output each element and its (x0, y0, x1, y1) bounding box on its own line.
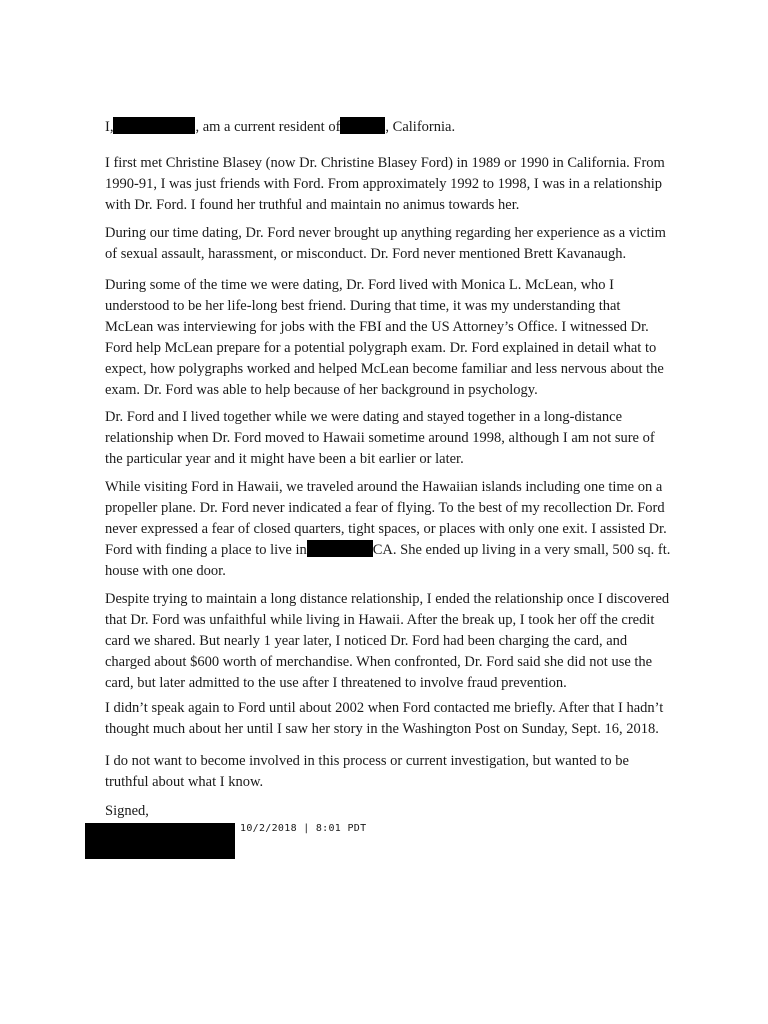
paragraph-line: I didn’t speak again to Ford until about 2002 when Ford contacted me briefly. After that I hadn’t (105, 700, 664, 716)
paragraph-line: thought much about her until I saw her story in the Washington Post on Sunday, Sept. 16, 2018. (105, 721, 659, 737)
paragraph-line: During some of the time we were dating, Dr. Ford lived with Monica L. McLean, who I (105, 277, 614, 293)
paragraph-line: exam. Dr. Ford was able to help because of her background in psychology. (105, 382, 538, 398)
redacted-signature (85, 823, 235, 859)
redacted-city (340, 117, 385, 134)
redacted-name (113, 117, 195, 134)
paragraph-line: charged about $600 worth of merchandise. When confronted, Dr. Ford said she did not use the (105, 654, 653, 670)
paragraph-line: I first met Christine Blasey (now Dr. Christine Blasey Ford) in 1989 or 1990 in California. From (105, 155, 665, 171)
paragraph-line: propeller plane. Dr. Ford never indicated a fear of flying. To the best of my recollection Dr. Ford (105, 500, 665, 516)
signature-timestamp: 10/2/2018 | 8:01 PDT (240, 823, 367, 834)
paragraph-line: Despite trying to maintain a long distance relationship, I ended the relationship once I discovered (105, 591, 670, 607)
paragraph-line: 1990-91, I was just friends with Ford. From approximately 1992 to 1998, I was in a relationship (105, 176, 662, 192)
paragraph-line: I do not want to become involved in this process or current investigation, but wanted to be (105, 753, 629, 769)
paragraph-line: the particular year and it might have been a bit earlier or later. (105, 451, 464, 467)
paragraph-line: While visiting Ford in Hawaii, we traveled around the Hawaiian islands including one time on a (105, 479, 663, 495)
paragraph-line (105, 540, 675, 561)
intro-text-3: , California. (385, 119, 456, 135)
paragraph-line: card, but later admitted to the use after I threatened to involve fraud prevention. (105, 675, 567, 691)
paragraph-line: During our time dating, Dr. Ford never brought up anything regarding her experience as a victim (105, 225, 666, 241)
paragraph-first-met (105, 153, 675, 216)
intro-line (105, 117, 675, 138)
paragraph-2002 (105, 698, 675, 740)
paragraph-line: card we shared. But nearly 1 year later, I noticed Dr. Ford had been charging the card, and (105, 633, 628, 649)
paragraph-not-involved (105, 751, 675, 793)
intro-text-2: , am a current resident of (195, 119, 341, 135)
paragraph-line: of sexual assault, harassment, or misconduct. Dr. Ford never mentioned Brett Kavanaugh. (105, 246, 627, 262)
paragraph-mclean (105, 275, 675, 401)
paragraph-line: with Dr. Ford. I found her truthful and maintain no animus towards her. (105, 197, 520, 213)
redacted-location (307, 540, 373, 557)
intro-text-1: I, (105, 119, 114, 135)
paragraph-line: understood to be her life-long best friend. During that time, it was my understanding that (105, 298, 621, 314)
paragraph-lived-together (105, 407, 675, 470)
paragraph-line: Dr. Ford and I lived together while we were dating and stayed together in a long-distance (105, 409, 623, 425)
paragraph-line: that Dr. Ford was unfaithful while living in Hawaii. After the break up, I took her off the credit (105, 612, 655, 628)
paragraph-line: truthful about what I know. (105, 774, 264, 790)
line-text: CA. She ended up living in a very small, 500 sq. ft. (372, 542, 671, 558)
paragraph-line: house with one door. (105, 563, 226, 579)
paragraph-line: relationship when Dr. Ford moved to Hawaii sometime around 1998, although I am not sure of (105, 430, 655, 446)
paragraph-line: never expressed a fear of closed quarters, tight spaces, or places with only one exit. I assisted Dr. (105, 521, 667, 537)
paragraph-line: Ford help McLean prepare for a potential polygraph exam. Dr. Ford explained in detail what to (105, 340, 657, 356)
paragraph-hawaii (105, 477, 675, 582)
paragraph-dating (105, 223, 675, 265)
paragraph-breakup (105, 589, 675, 694)
line-text: Ford with finding a place to live in (105, 542, 307, 558)
paragraph-line: expect, how polygraphs worked and helped McLean become familiar and less nervous about the (105, 361, 664, 377)
paragraph-line: McLean was interviewing for jobs with the FBI and the US Attorney’s Office. I witnessed Dr. (105, 319, 649, 335)
signed-label: Signed, (105, 803, 149, 819)
